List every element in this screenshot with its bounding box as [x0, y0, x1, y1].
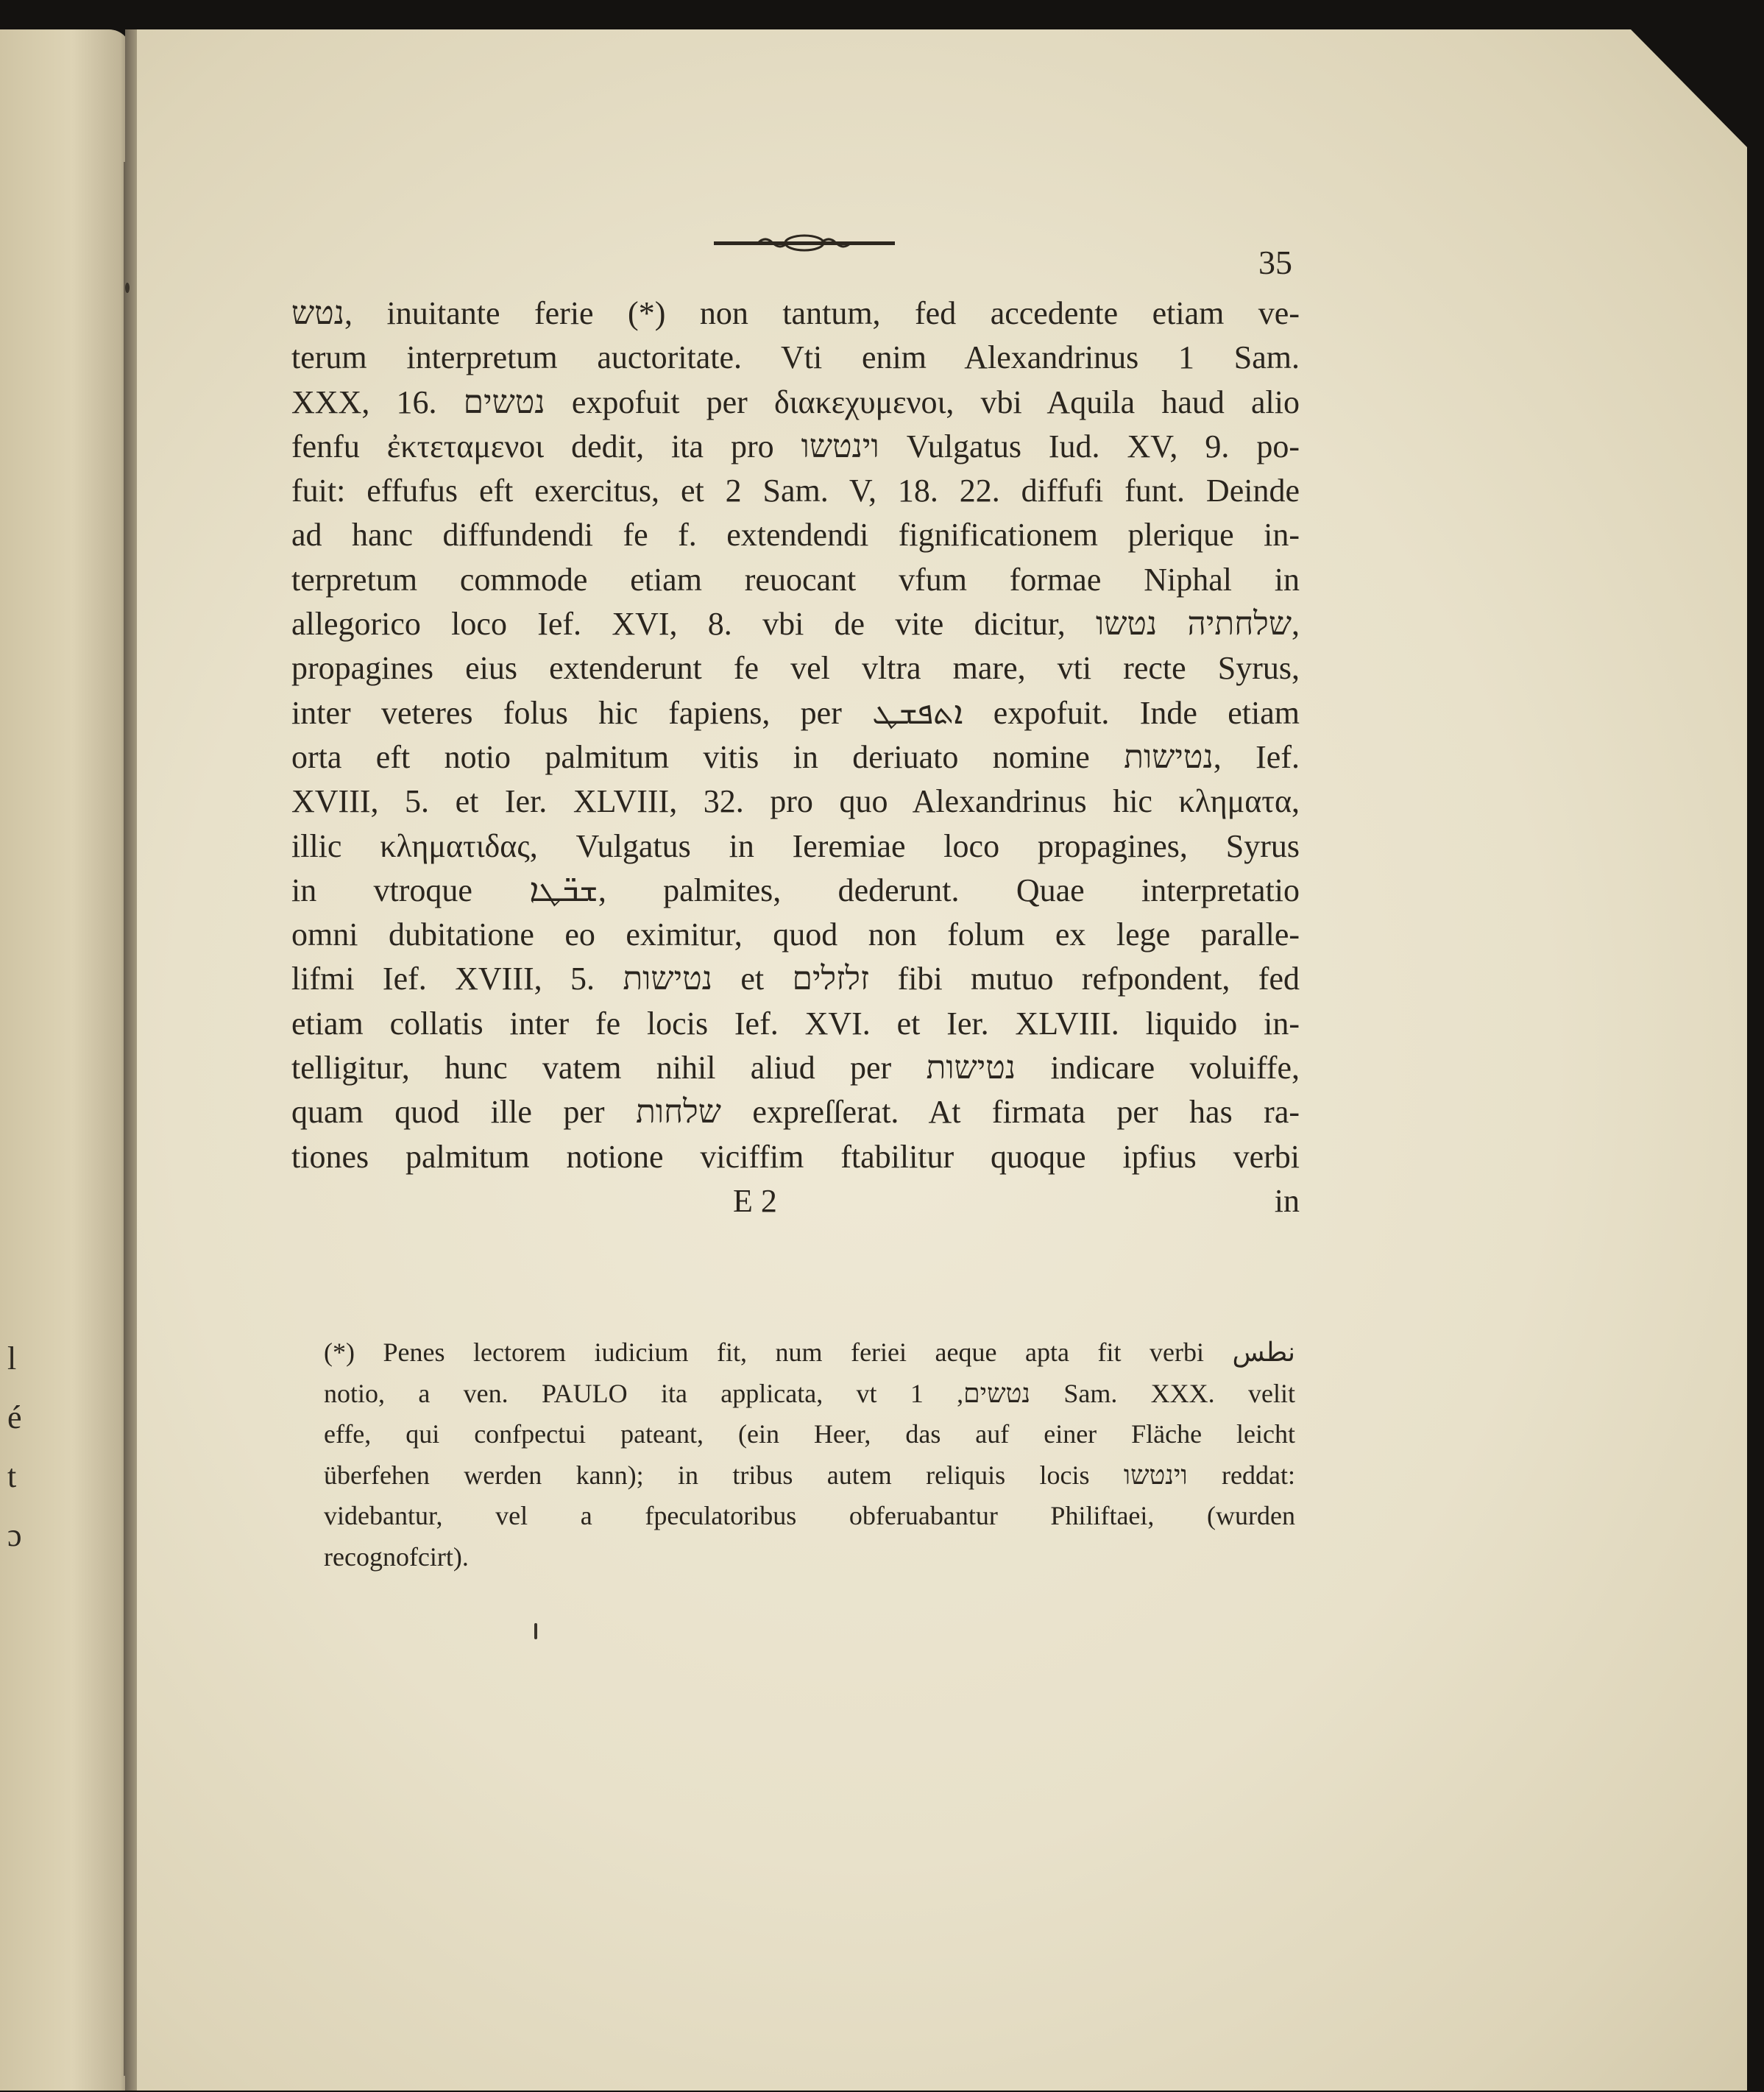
footnote-line: videbantur, vel a fpeculatoribus obferuabantur Philiftaei, (wurden: [324, 1501, 1295, 1530]
text-line: quam quod ille per שלחות expreſſerat. At firmata per has ra-: [291, 1094, 1300, 1131]
footnote-line: effe, qui confpectui pateant, (ein Heer, das auf einer Fläche leicht: [324, 1419, 1295, 1449]
main-text-block: [291, 291, 1300, 1223]
left-page-fragment: t: [7, 1458, 17, 1494]
signature-line: [291, 1179, 1300, 1223]
text-line: terum interpretum auctoritate. Vti enim Alexandrinus 1 Sam.: [291, 339, 1300, 376]
text-line: allegorico loco Ief. XVI, 8. vbi de vite dicitur, שלחתיה נטשו,: [291, 606, 1300, 643]
text-line: telligitur, hunc vatem nihil aliud per נטישות indicare voluiffe,: [291, 1050, 1300, 1086]
text-line: XXX, 16. נטשים expofuit per διακεχυμενοι, vbi Aquila haud alio: [291, 384, 1300, 420]
footnote-block: [324, 1332, 1295, 1577]
text-line: illic κληματιδας, Vulgatus in Ieremiae loco propagines, Syrus: [291, 827, 1300, 864]
text-line: tiones palmitum notione viciffim ftabilitur quoque ipfius verbi: [291, 1138, 1300, 1175]
text-line: propagines eius extenderunt fe vel vltra mare, vti recte Syrus,: [291, 650, 1300, 687]
text-line: in vtroque ܫܒ̈ܛܐ, palmites, dederunt. Quae interpretatio: [291, 872, 1300, 908]
signature-mark: E 2: [733, 1182, 777, 1219]
text-line: terpretum commode etiam reuocant vfum formae Niphal in: [291, 561, 1300, 598]
left-page-fragment: ɔ: [7, 1517, 22, 1553]
text-line: נטש, inuitante ferie (*) non tantum, fed accedente etiam ve-: [291, 295, 1300, 331]
left-page-fragment: é: [7, 1399, 22, 1435]
footnote-line: recognofcirt).: [324, 1541, 469, 1572]
catchword: in: [1274, 1182, 1300, 1219]
footnote-line: notio, a ven. PAULO ita applicata, vt נטשים, 1 Sam. XXX. velit: [324, 1378, 1295, 1408]
header-ornament: [714, 234, 895, 252]
footnote-line: (*) Penes lectorem iudicium fit, num feriei aeque apta fit verbi نطس: [324, 1337, 1295, 1367]
text-line: omni dubitatione eo eximitur, quod non folum ex lege paralle-: [291, 916, 1300, 953]
text-line: orta eft notio palmitum vitis in deriuato nomine נטישות, Ief.: [291, 738, 1300, 775]
footnote-line: überfehen werden kann); in tribus autem reliquis locis וינטשו reddat:: [324, 1460, 1296, 1490]
previous-page-edge: [0, 29, 131, 2091]
text-line: etiam collatis inter fe locis Ief. XVI. et Ier. XLVIII. liquido in-: [291, 1005, 1300, 1042]
text-line: lifmi Ief. XVIII, 5. נטישות et זלזלים fibi mutuo refpondent, fed: [291, 961, 1300, 997]
text-line: XVIII, 5. et Ier. XLVIII, 32. pro quo Alexandrinus hic κληματα,: [291, 783, 1300, 820]
ink-speck: [125, 283, 130, 293]
text-line: ad hanc diffundendi fe f. extendendi fignificationem plerique in-: [291, 517, 1300, 554]
text-line: fenfu ἐκτεταμενοι dedit, ita pro וינטשו Vulgatus Iud. XV, 9. po-: [291, 428, 1300, 464]
ink-speck: [534, 1623, 537, 1639]
left-page-fragment: l: [7, 1340, 17, 1377]
page-number: 35: [1258, 244, 1292, 281]
text-line: inter veteres folus hic fapiens, per ܐܬܦܫܛ expofuit. Inde etiam: [291, 694, 1300, 731]
text-line: fuit: effufus eft exercitus, et 2 Sam. V, 18. 22. diffufi funt. Deinde: [291, 473, 1300, 509]
